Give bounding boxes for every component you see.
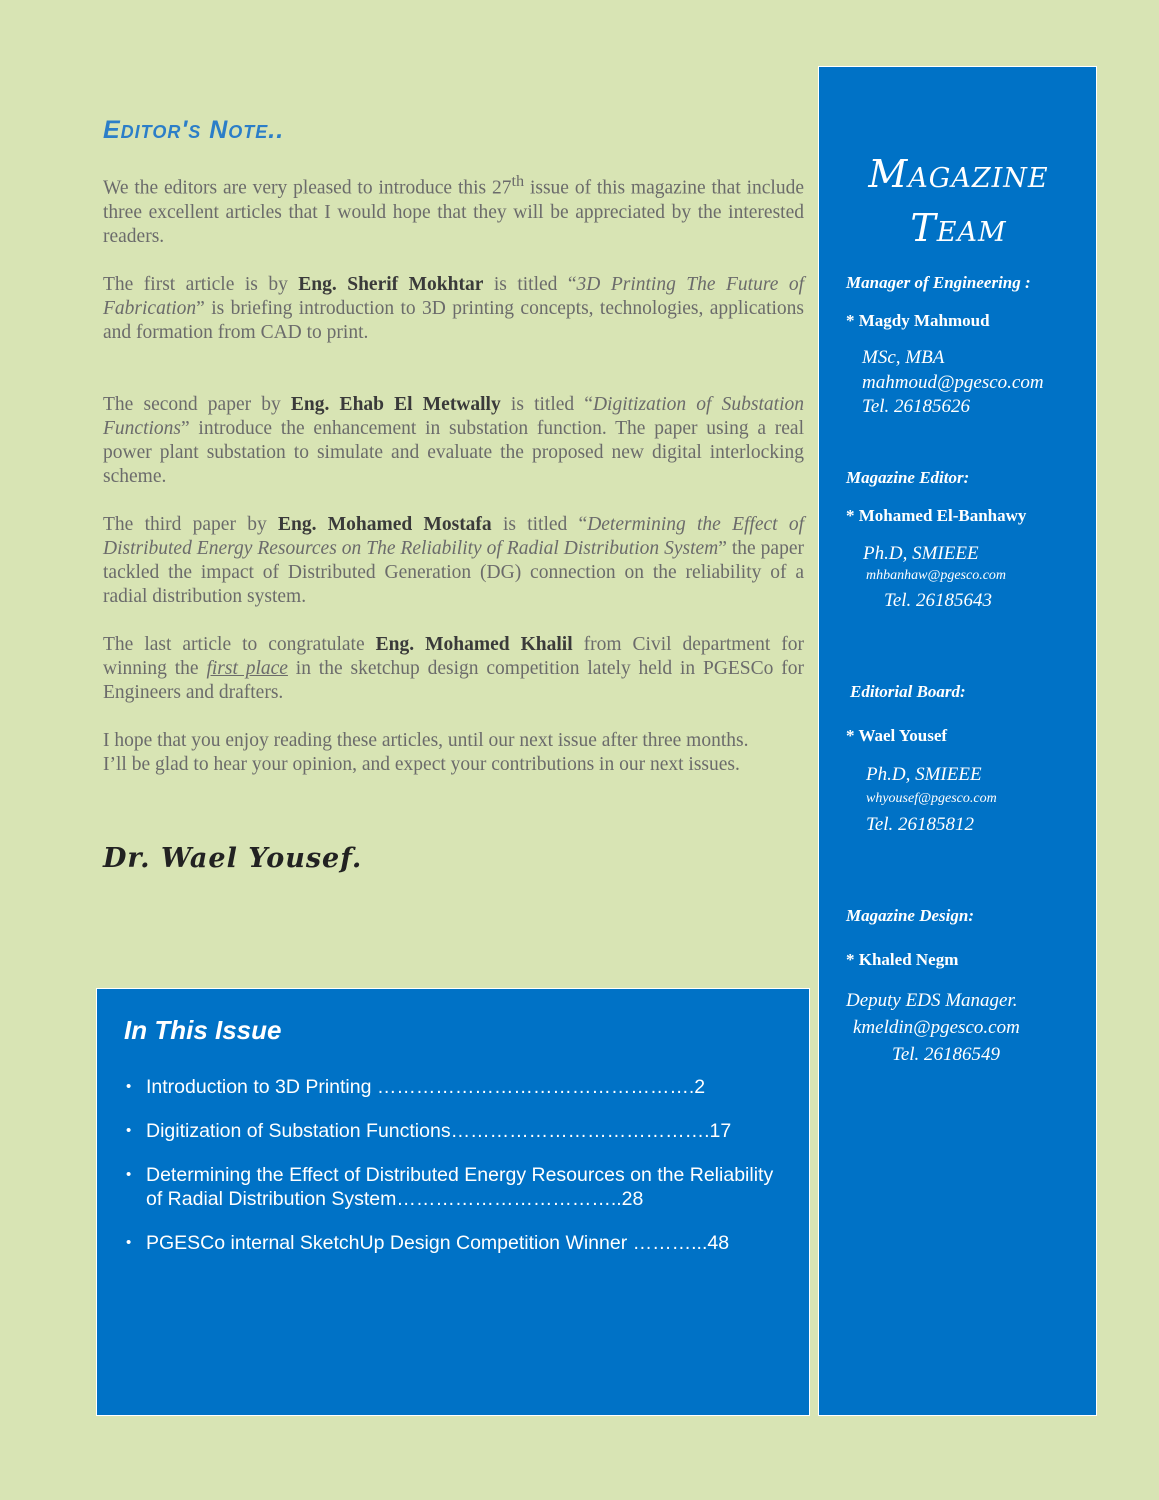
in-this-issue-title: In This Issue	[124, 1015, 282, 1045]
note-p1-text: We the editors are very pleased to introduce this 27	[103, 177, 512, 199]
author-sherif-mokhtar: Eng. Sherif Mokhtar	[298, 273, 484, 295]
note-p4-b: is titled “	[491, 513, 588, 535]
tel-wael: Tel. 26185812	[866, 814, 975, 835]
note-p3-b: is titled “	[500, 393, 593, 415]
note-paragraph-1	[103, 169, 804, 249]
contents-item: • Digitization of Substation Functions………………………………….17	[124, 1119, 784, 1143]
title-3d-printing: 3D Printing The Future of Fabrication	[103, 273, 804, 319]
note-p5-c: in the sketchup design competition lately held in PGESCo for Engineers and drafters.	[103, 657, 804, 703]
title-khaled: Deputy EDS Manager.	[846, 990, 1018, 1011]
tel-magdy: Tel. 26185626	[862, 396, 971, 417]
note-p3-a: The second paper by	[103, 393, 291, 415]
degree-magdy: MSc, MBA	[862, 347, 945, 368]
name-magdy-mahmoud: * Magdy Mahmoud	[846, 311, 990, 330]
author-ehab-el-metwally: Eng. Ehab El Metwally	[290, 393, 501, 415]
contents-item: • Introduction to 3D Printing ………………………………………….2	[124, 1075, 784, 1099]
title-distributed-energy: Determining the Effect of Distributed Energy Resources on The Reliability of Radial Distribution System	[103, 513, 804, 559]
note-p1-text-b: issue of this magazine that include three excellent articles that I would hope that they will be appreciated by the interested readers.	[103, 177, 804, 247]
magazine-team-title	[819, 147, 1098, 255]
note-p4-c: ” the paper tackled the impact of Distributed Generation (DG) connection on the reliability of a radial distribution system.	[103, 537, 804, 607]
name-khaled-negm: * Khaled Negm	[846, 950, 959, 969]
email-wael: whyousef@pgesco.com	[866, 791, 997, 806]
name-mohamed-el-banhawy: * Mohamed El-Banhawy	[846, 506, 1027, 525]
email-banhawy: mhbanhaw@pgesco.com	[866, 568, 1007, 583]
email-magdy: mahmoud@pgesco.com	[862, 372, 1044, 393]
note-paragraph-6: I hope that you enjoy reading these articles, until our next issue after three months.	[103, 729, 749, 751]
note-paragraph-3	[103, 393, 804, 489]
note-paragraph-5	[103, 633, 804, 705]
tel-banhawy: Tel. 26185643	[884, 590, 993, 611]
role-editorial-board: Editorial Board:	[850, 682, 966, 701]
magazine-team-sidebar	[818, 66, 1097, 1416]
note-p2-c: ” is briefing introduction to 3D printing concepts, technologies, applications and formation from CAD to print.	[103, 297, 804, 343]
editors-note-heading: Editor's Note..	[103, 116, 285, 144]
contents-item: • Determining the Effect of Distributed Energy Resources on the Reliability of Radial Distribution System……………………………..28	[124, 1163, 784, 1211]
note-p3-c: ” introduce the enhancement in substation function. The paper using a real power plant substation to simulate and evaluate the proposed new digital interlocking scheme.	[103, 417, 804, 487]
in-this-issue-box	[96, 988, 810, 1416]
note-p5-b: from Civil department for winning the	[103, 633, 804, 679]
role-magazine-editor: Magazine Editor:	[846, 468, 970, 487]
author-mohamed-khalil: Eng. Mohamed Khalil	[375, 633, 573, 655]
author-mohamed-mostafa: Eng. Mohamed Mostafa	[277, 513, 492, 535]
note-p4-a: The third paper by	[103, 513, 278, 535]
degree-banhawy: Ph.D, SMIEEE	[863, 543, 979, 564]
role-manager-engineering: Manager of Engineering :	[846, 273, 1031, 292]
first-place-text: first place	[206, 657, 288, 679]
note-p5-a: The last article to congratulate	[103, 633, 376, 655]
role-magazine-design: Magazine Design:	[846, 906, 974, 925]
note-paragraph-4	[103, 513, 804, 609]
name-wael-yousef: * Wael Yousef	[846, 726, 948, 745]
contents-list	[124, 1075, 784, 1275]
tel-khaled: Tel. 26186549	[892, 1044, 1001, 1065]
editors-note-body	[103, 169, 804, 801]
team-title-line-1: Magazine	[868, 152, 1049, 196]
note-paragraph-7: I’ll be glad to hear your opinion, and expect your contributions in our next issues.	[103, 753, 740, 775]
note-paragraph-2	[103, 273, 804, 345]
contents-item: • PGESCo internal SketchUp Design Competition Winner ………...48	[124, 1231, 784, 1255]
email-khaled: kmeldin@pgesco.com	[853, 1017, 1020, 1038]
team-title-line-2: Team	[910, 206, 1007, 250]
degree-wael: Ph.D, SMIEEE	[866, 764, 982, 785]
editor-signature: Dr. Wael Yousef.	[103, 843, 363, 874]
note-p2-b: is titled “	[483, 273, 577, 295]
note-p2-a: The first article is by	[103, 273, 299, 295]
title-digitization: Digitization of Substation Functions	[103, 393, 804, 439]
note-p1-sup: th	[511, 172, 525, 190]
